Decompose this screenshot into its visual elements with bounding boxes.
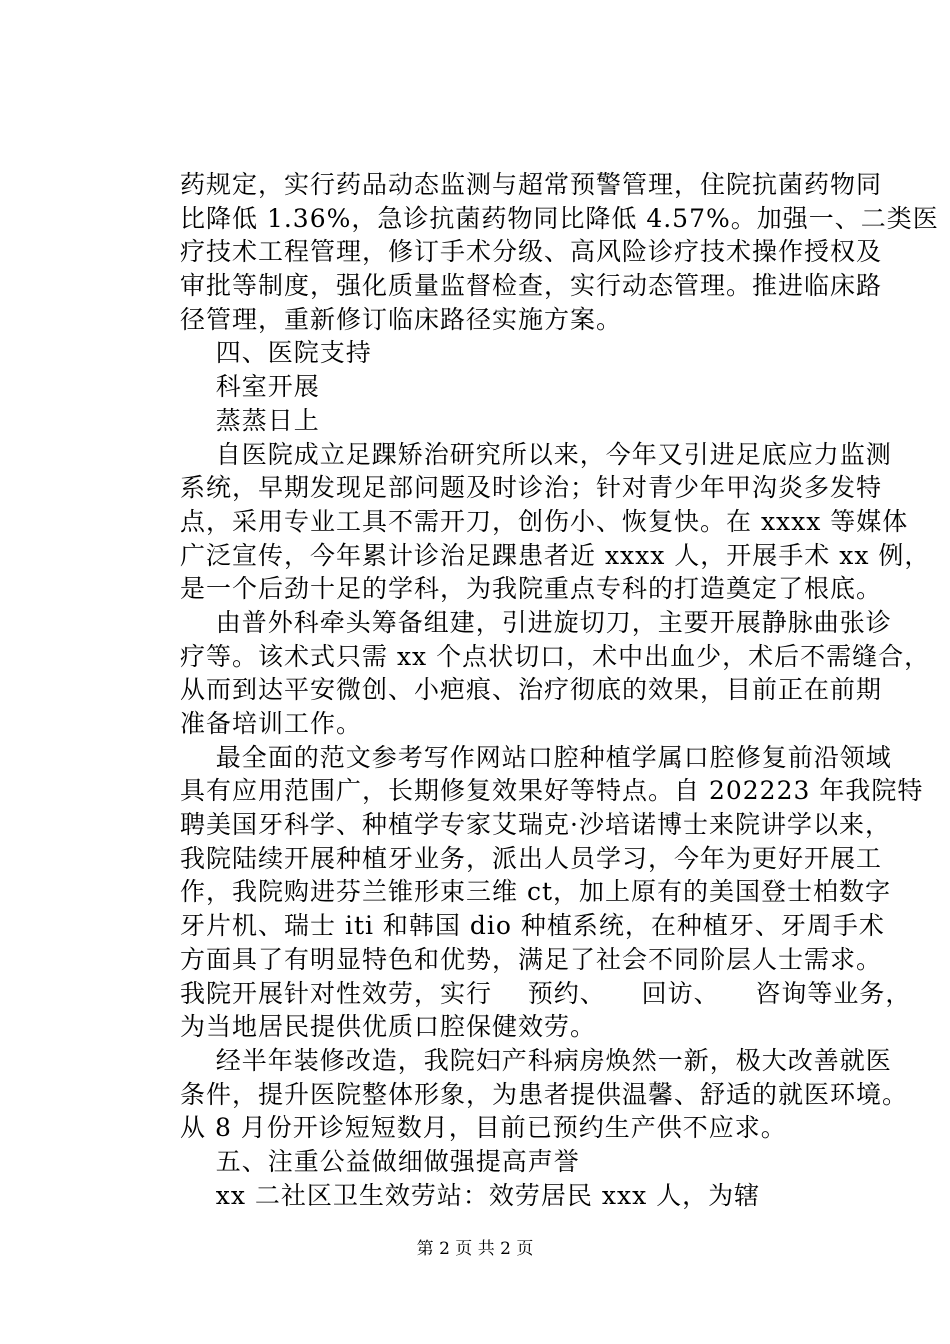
text-line: 聘美国牙科学、种植学专家艾瑞克·沙培诺博士来院讲学以来， <box>180 810 891 840</box>
text-line: 经半年装修改造，我院妇产科病房焕然一新，极大改善就医 <box>180 1045 892 1075</box>
page-number: 第 2 页 共 2 页 <box>416 1239 534 1259</box>
text-line: 由普外科牵头筹备组建，引进旋切刀，主要开展静脉曲张诊 <box>180 607 892 637</box>
page-footer <box>0 1238 950 1260</box>
section-heading: 四、医院支持 <box>180 338 372 368</box>
text-line: 点，采用专业工具不需开刀，创伤小、恢复快。在 xxxx 等媒体 <box>180 506 909 536</box>
text-line: 疗等。该术式只需 xx 个点状切口，术中出血少，术后不需缝合， <box>180 641 931 671</box>
text-line: 条件，提升医院整体形象，为患者提供温馨、舒适的就医环境。 <box>180 1079 909 1109</box>
text-line: 审批等制度，强化质量监督检查，实行动态管理。推进临床路 <box>180 271 883 301</box>
text-line: 径管理，重新修订临床路径实施方案。 <box>180 304 623 334</box>
text-line: 我院开展针对性效劳，实行 预约、 回访、 咨询等业务， <box>180 978 912 1008</box>
section-heading: 五、注重公益做细做强提高声誉 <box>180 1146 580 1176</box>
text-line: 为当地居民提供优质口腔保健效劳。 <box>180 1012 597 1042</box>
text-line: 准备培训工作。 <box>180 709 363 738</box>
text-line: 牙片机、瑞士 iti 和韩国 dio 种植系统，在种植牙、牙周手术 <box>180 911 885 941</box>
text-line: 具有应用范围广，长期修复效果好等特点。自 202223 年我院特 <box>180 776 924 806</box>
text-line: 是一个后劲十足的学科，为我院重点专科的打造奠定了根底。 <box>180 574 883 604</box>
text-line: 疗技术工程管理，修订手术分级、高风险诊疗技术操作授权及 <box>180 237 883 267</box>
text-line: 方面具了有明显特色和优势，满足了社会不同阶层人士需求。 <box>180 944 883 974</box>
text-line: 最全面的范文参考写作网站口腔种植学属口腔修复前沿领域 <box>180 742 892 772</box>
text-line: 我院陆续开展种植牙业务，派出人员学习，今年为更好开展工 <box>180 843 883 873</box>
text-line: 广泛宣传，今年累计诊治足踝患者近 xxxx 人，开展手术 xx 例， <box>180 540 931 570</box>
text-line: 从 8 月份开诊短短数月，目前已预约生产供不应求。 <box>180 1113 787 1143</box>
text-line: 系统，早期发现足部问题及时诊治；针对青少年甲沟炎多发特 <box>180 473 883 503</box>
text-line: 自医院成立足踝矫治研究所以来，今年又引进足底应力监测 <box>180 439 892 469</box>
section-subheading: 蒸蒸日上 <box>180 405 320 435</box>
text-line: 比降低 1.36%，急诊抗菌药物同比降低 4.57%。加强一、二类医 <box>180 203 939 233</box>
text-line: 从而到达平安微创、小疤痕、治疗彻底的效果，目前正在前期 <box>180 675 883 705</box>
text-line: 药规定，实行药品动态监测与超常预警管理，住院抗菌药物同 <box>180 170 883 199</box>
section-subheading: 科室开展 <box>180 372 320 402</box>
text-line: xx 二社区卫生效劳站：效劳居民 xxx 人，为辖 <box>180 1180 761 1210</box>
document-body <box>180 168 939 1212</box>
text-line: 作，我院购进芬兰锥形束三维 ct，加上原有的美国登士柏数字 <box>180 877 891 907</box>
